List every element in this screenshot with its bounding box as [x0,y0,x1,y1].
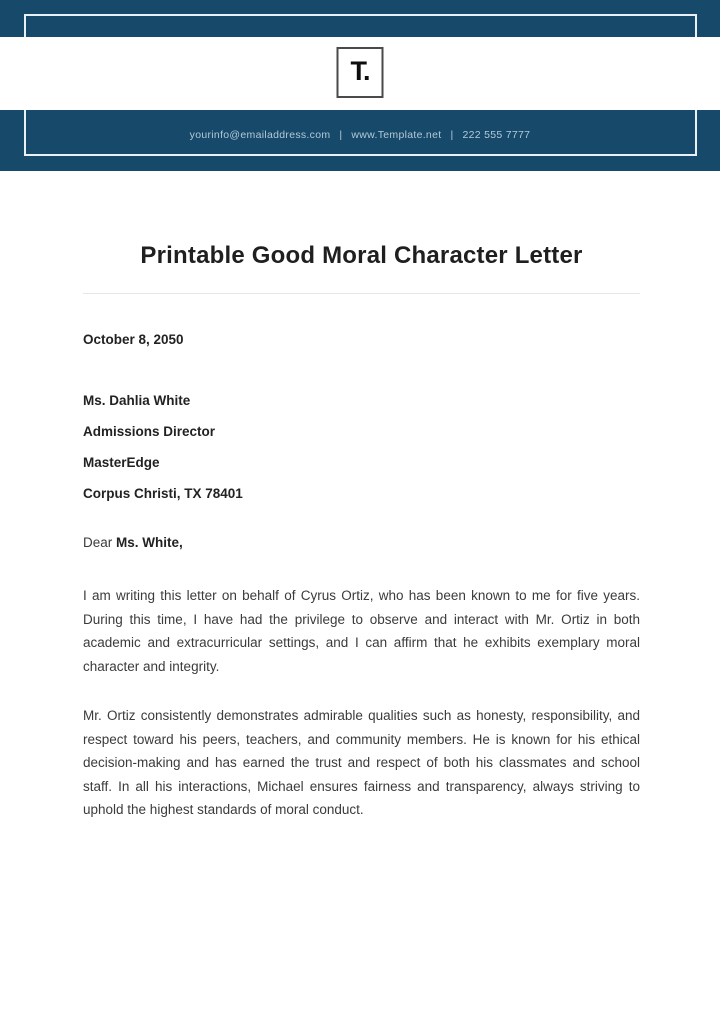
contact-website: www.Template.net [351,129,442,141]
contact-separator: | [339,129,343,141]
contact-separator: | [450,129,454,141]
template-logo-icon: T. [350,55,370,86]
contact-phone: 222 555 7777 [462,129,531,141]
recipient-address: Corpus Christi, TX 78401 [83,486,243,501]
letter-document [0,239,720,822]
letter-paragraph: I am writing this letter on behalf of Cyrus Ortiz, who has been known to me for five years. During this time, I have had the privilege to observe and interact with Mr. Ortiz in both academic and extracurricular settings, and I can affirm that he exhibits exemplary moral character and integrity. [83,588,640,674]
letter-title: Printable Good Moral Character Letter [140,242,583,269]
letter-paragraph: Mr. Ortiz consistently demonstrates admirable qualities such as honesty, responsibility, and respect toward his peers, teachers, and community members. He is known for his ethical decision-making and has earned the trust and respect of both his classmates and school staff. In all his interactions, Michael ensures fairness and transparency, always striving to uphold the highest standards of moral conduct. [83,708,640,817]
title-divider [83,293,640,294]
recipient-name: Ms. Dahlia White [83,393,191,408]
recipient-company: MasterEdge [83,455,160,470]
contact-bar [0,129,720,141]
salutation-name: Ms. White, [116,535,183,550]
letterhead [0,0,720,171]
template-logo [337,47,384,98]
salutation [83,534,640,552]
recipient-role: Admissions Director [83,424,216,439]
contact-email: yourinfo@emailaddress.com [189,129,331,141]
salutation-prefix: Dear [83,535,117,550]
letter-date: October 8, 2050 [83,332,184,347]
recipient-block [83,385,640,509]
